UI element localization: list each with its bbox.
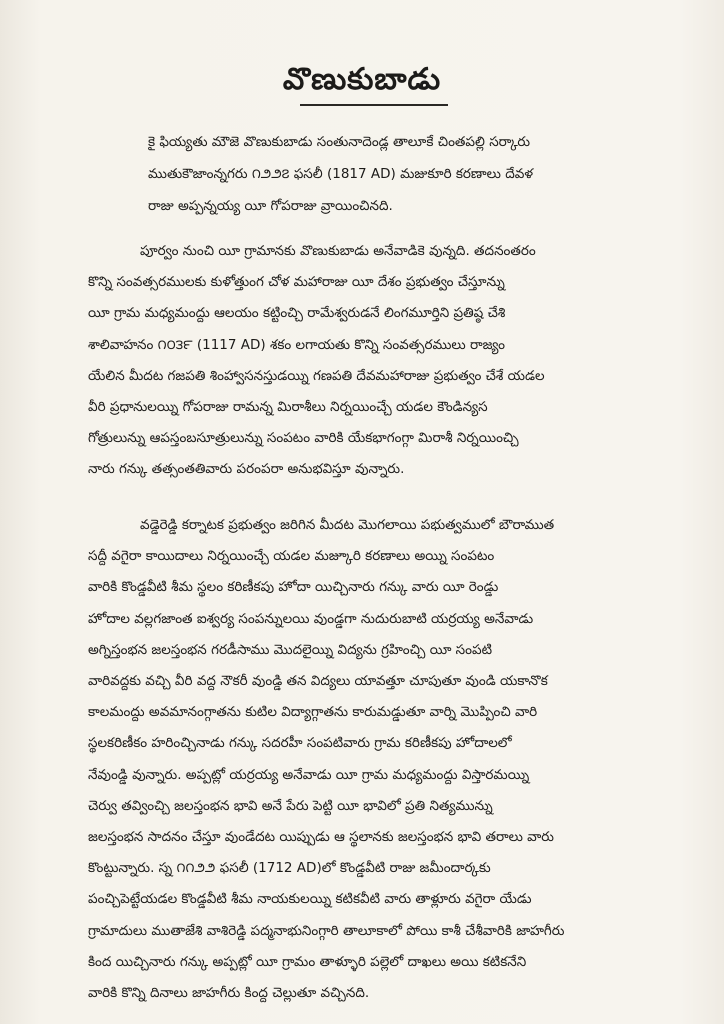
paragraph-line: శాలివాహనం ౧౦౩౯ (1117 AD) శకం లగాయతు కొన్ని సంవత్సరములు రాజ్యం [88, 336, 505, 353]
paragraph-line: యేలిన మీదట గజపతి శింహ్వాసనస్తుడయ్ని గణపతి దేవమహారాజు ప్రభుత్వం చేశే యడల [88, 367, 545, 384]
paragraph-line: వడ్డెరెడ్డి కర్నాటక ప్రభుత్వం జరిగిన మీదట మొగలాయి పభుత్వములో బౌరాముత [140, 517, 555, 533]
title-underline [300, 104, 448, 106]
paragraph-line: అగ్నిస్తంభన జలస్తంభన గరడీసాము మొదలైయ్ని విద్యను గ్రహించ్చి యీ సంపటి [88, 641, 493, 658]
paragraph-line: జలస్తంభన సాదనం చేస్తూ వుండేదట యిప్పుడు ఆ స్థలానకు జలస్తంభన భావి తరాలు వారు [88, 829, 554, 846]
intro-paragraph [148, 126, 688, 222]
paragraph-line: పూర్వం నుంచి యీ గ్రామానకు వొణుకుబాడు అనేవాడికె వున్నది. తదనంతరం [140, 243, 536, 259]
paragraph-line: కాలమంద్దు అవమానంగ్గాతను కుటిల విద్యాగ్గాతను కారుమడ్డుతూ వార్ని మొప్పించి వారి [88, 704, 538, 721]
paragraph-line: సద్దీ వగైరా కాయిదాలు నిర్నయించ్చే యడల మజ్కూరి కరణాలు అయ్ని సంపటం [88, 548, 495, 565]
intro-line: రాజు అప్పన్నయ్య యీ గోపరాజు వ్రాయించినది. [148, 198, 393, 214]
paragraph-line: గోత్రులున్ను ఆపస్తంబసూత్రులున్ను సంపటం వారికి యేకభాగంగ్గా మిరాశీ నిర్నయించ్చి [88, 430, 519, 447]
paragraph-2 [88, 510, 688, 1009]
paragraph-line: కొంట్టున్నారు. స్న ౧౧౨౨ ఫసలీ (1712 AD)లో కొండ్డవీటి రాజు జమీందార్కకు [88, 860, 491, 877]
paragraph-line: హోదాల వల్లగజాంత ఐశ్వర్య సంపన్నులయి వుండ్డగా నుదురుబాటి యర్రయ్య అనేవాడు [88, 610, 534, 627]
intro-line: ముతుకౌజాంన్నగరు ౧౨౨౭ ఫసలీ (1817 AD) మజుకూరి కరణాలు దేవళ [148, 166, 534, 182]
intro-line: కై ఫియ్యతు మౌజె వొణుకుబాడు సంతునాదెండ్ల తాలూకే చింతపల్లి సర్కారు [148, 134, 531, 150]
page-title: వొణుకుబాడు [282, 62, 442, 97]
paragraph-line: స్థలకరిణీకం హరించ్చినాడు గన్కు సదరహీ సంపటివారు గ్రామ కరిణీకపు హోదాలలో [88, 735, 512, 752]
paragraph-line: గ్రామాదులు ముతాజేశి వాశిరెడ్డి పద్మనాభునింగ్గారి తాలూకాలో పోయి కాశీ చేశీవారికి జాహగీరు [88, 922, 565, 939]
paragraph-line: వారికి కొండ్డవీటి శీమ స్థలం కరిణీకపు హోదా యిచ్చినారు గన్కు వారు యీ రెండ్డు [88, 579, 499, 596]
paragraph-line: వారికి కొన్ని దినాలు జాహగీరు కింద్ద చెల్లుతూ వచ్చినది. [88, 985, 370, 1002]
paragraph-line: చెర్వు తవ్వించ్చి జలస్తంభన భావి అనే పేరు పెట్టి యీ భావిలో ప్రతి నిత్యమున్ను [88, 797, 493, 814]
paragraph-1 [88, 236, 688, 486]
paragraph-line: కింద యిచ్చినారు గన్కు అప్పట్లో యీ గ్రామం తాళ్ళూరి పల్లెలో దాఖలు అయి కటికనేని [88, 953, 527, 970]
paragraph-line: వీరి ప్రధానులయ్ని గోపరాజు రామన్న మిరాశీలు నిర్నయించ్చే యడల కౌండిన్యస [88, 399, 488, 416]
paragraph-line: నారు గన్కు తత్సంతతివారు పరంపరా అనుభవిస్తూ వున్నారు. [88, 461, 405, 478]
paragraph-line: నేవుండ్డి వున్నారు. అప్పట్లో యర్రయ్య అనేవాడు యీ గ్రామ మధ్యమంద్దు విస్తారమయ్ని [88, 766, 530, 783]
paragraph-line: వారివద్దకు వచ్చి వీరి వద్ద నౌకరీ వుండ్డి తన విద్యలు యావత్తూ చూపుతూ వుండి యకానొక [88, 673, 548, 690]
paragraph-line: కొన్ని సంవత్సరములకు కుళోత్తుంగ చోళ మహారాజు యీ దేశం ప్రభుత్వం చేస్తూన్ను [88, 274, 505, 291]
paragraph-line: యీ గ్రామ మధ్యమంద్దు ఆలయం కట్టించ్చి రామేశ్వరుడనే లింగమూర్తిని ప్రతిష్ఠ చేశి [88, 305, 506, 322]
paragraph-line: పంచ్చిపెట్టేయడల కొండ్డవీటి శీమ నాయకులయ్ని కటికవీటి వారు తాళ్లూరు వగైరా యేడు [88, 891, 532, 908]
